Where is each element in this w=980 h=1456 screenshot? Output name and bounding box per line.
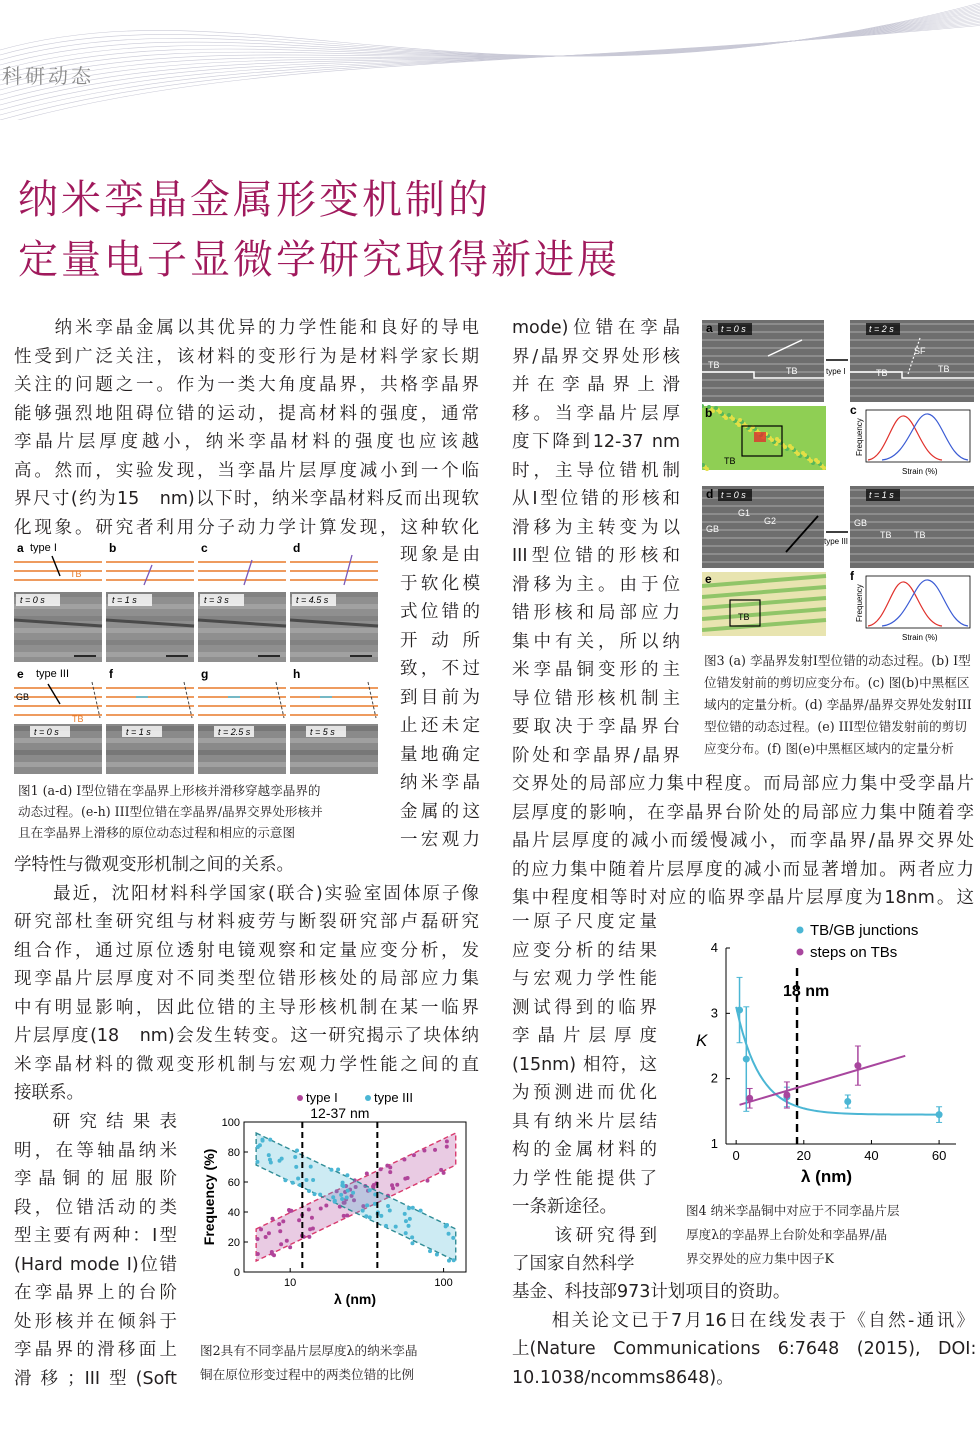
text-line: 导位错形核机制主 bbox=[512, 688, 680, 709]
fig2-point bbox=[428, 1249, 432, 1253]
text-line: 现象是由 bbox=[400, 545, 480, 565]
fig2-point bbox=[336, 1168, 340, 1172]
text-line: 力学性能提供了 bbox=[512, 1168, 657, 1189]
fig2-legend-0 bbox=[297, 1090, 338, 1105]
fig2-legend-1 bbox=[365, 1090, 413, 1105]
svg-text:t = 4.5 s: t = 4.5 s bbox=[296, 595, 329, 605]
fig2-point bbox=[451, 1236, 455, 1240]
fig2-point bbox=[278, 1229, 282, 1233]
fig1-panel-h bbox=[290, 667, 378, 774]
text-line: 的应力集中随着片层厚度的减小而显著增加。两者应力 bbox=[512, 859, 974, 880]
svg-text:20: 20 bbox=[796, 1148, 812, 1163]
fig2-point bbox=[304, 1178, 308, 1182]
svg-text:type III: type III bbox=[36, 668, 70, 680]
text-line: 学特性与微观变形机制之间的关系。 bbox=[14, 855, 294, 875]
fig2-point bbox=[407, 1224, 411, 1228]
text-line: 段，位错活动的类 bbox=[14, 1197, 177, 1218]
text-line: 性受到广泛关注，该材料的变形行为是材料学家长期 bbox=[14, 346, 479, 367]
fig2-point bbox=[256, 1252, 260, 1256]
fig2-point bbox=[259, 1227, 263, 1231]
svg-text:t = 0 s: t = 0 s bbox=[721, 490, 746, 500]
svg-text:a: a bbox=[706, 321, 713, 335]
text-line: 集中程度相等时对应的临界孪晶片层厚度为18nm。这 bbox=[512, 888, 974, 908]
fig2-point bbox=[310, 1216, 314, 1220]
fig2-point bbox=[447, 1259, 451, 1263]
text-line: 纳米孪晶 bbox=[400, 773, 480, 793]
svg-text:d: d bbox=[706, 487, 714, 501]
text-line: 界尺寸(约为15 nm)以下时，纳米孪晶材料反而出现软 bbox=[14, 489, 479, 509]
fig2-point bbox=[319, 1206, 323, 1210]
fig2-point bbox=[340, 1197, 344, 1201]
text-line: 于软化模 bbox=[400, 573, 480, 594]
text-line: (Hard mode I)位错 bbox=[14, 1254, 177, 1275]
svg-text:100: 100 bbox=[221, 1117, 240, 1129]
fig3-panel- bbox=[850, 320, 974, 402]
text-line: 一宏观力 bbox=[400, 830, 480, 850]
svg-text:type III: type III bbox=[824, 537, 849, 546]
fig2-point bbox=[410, 1241, 414, 1245]
fig1-panel-a bbox=[14, 541, 102, 662]
fig4-point bbox=[936, 1111, 943, 1118]
text-line: 度下降到12-37 nm bbox=[512, 432, 680, 452]
svg-text:40: 40 bbox=[864, 1148, 879, 1163]
svg-text:TB: TB bbox=[938, 364, 950, 374]
svg-text:c: c bbox=[850, 403, 857, 417]
caption-line: 动态过程。(e-h) III型位错在孪晶界/晶界交界处形核并 bbox=[18, 804, 323, 819]
fig2-point bbox=[422, 1148, 426, 1152]
text-line: 孪 晶 片 层 厚 度 bbox=[512, 1026, 657, 1046]
text-line: 金属的这 bbox=[400, 801, 480, 822]
text-line: 中有明显影响，因此位错的主导形核机制在某一临界 bbox=[14, 997, 479, 1018]
fig2-point bbox=[368, 1215, 372, 1219]
svg-text:t = 2.5 s: t = 2.5 s bbox=[218, 727, 251, 737]
svg-text:b: b bbox=[109, 541, 117, 555]
text-line: 型主要有两种：I型 bbox=[14, 1226, 177, 1246]
fig2-point bbox=[258, 1143, 262, 1147]
fig2-point bbox=[388, 1209, 392, 1213]
fig2-point bbox=[277, 1222, 281, 1226]
text-line: 该研究得到 bbox=[512, 1225, 657, 1246]
fig2-ylabel: Frequency (%) bbox=[201, 1148, 217, 1246]
fig2-point bbox=[368, 1188, 372, 1192]
header-wave-decoration bbox=[0, 0, 980, 120]
svg-text:2: 2 bbox=[710, 1070, 718, 1086]
fig3-panel-e bbox=[702, 572, 826, 636]
fig2-point bbox=[373, 1202, 377, 1206]
svg-text:Frequency: Frequency bbox=[855, 418, 864, 456]
fig2-point bbox=[268, 1138, 272, 1142]
text-line: 应变分析的结果 bbox=[512, 940, 657, 961]
text-line: 纳米孪晶金属以其优异的力学性能和良好的导电 bbox=[14, 318, 479, 338]
text-line: 10.1038/ncomms8648)。 bbox=[512, 1367, 734, 1388]
svg-text:d: d bbox=[293, 541, 301, 555]
fig2-point bbox=[394, 1225, 398, 1229]
fig2-point bbox=[285, 1239, 289, 1243]
text-line: 时，主导位错机制 bbox=[512, 460, 680, 481]
fig2-point bbox=[261, 1139, 265, 1143]
svg-text:TB: TB bbox=[876, 368, 888, 378]
text-line: 致，不过 bbox=[400, 659, 480, 679]
svg-text:h: h bbox=[293, 667, 301, 681]
svg-text:0: 0 bbox=[732, 1148, 740, 1163]
text-line: 止还未定 bbox=[400, 716, 480, 736]
fig2-point bbox=[307, 1208, 311, 1212]
text-line: 高。然而，实验发现，当孪晶片层厚度减小到一个临 bbox=[14, 460, 479, 481]
text-line: 孪晶片层厚度越小，纳米孪晶材料的强度也应该越 bbox=[14, 432, 479, 452]
text-line: 阶处和孪晶界/晶界 bbox=[512, 745, 680, 766]
fig1-panel-f bbox=[106, 667, 194, 774]
fig2-point bbox=[412, 1153, 416, 1157]
svg-text:TB: TB bbox=[738, 612, 750, 622]
text-line: 处形核并在倾斜于 bbox=[14, 1311, 177, 1332]
text-line: 一原子尺度定量 bbox=[512, 912, 657, 932]
svg-text:TB: TB bbox=[914, 530, 926, 540]
text-line: 开 动 所 bbox=[400, 630, 480, 651]
svg-text:t = 1 s: t = 1 s bbox=[112, 595, 137, 605]
svg-text:t = 0 s: t = 0 s bbox=[34, 727, 59, 737]
fig2-point bbox=[388, 1165, 392, 1169]
text-line: 接联系。 bbox=[14, 1083, 84, 1103]
svg-text:SF: SF bbox=[914, 346, 926, 356]
fig2-point bbox=[391, 1186, 395, 1190]
text-line: 测试得到的临界 bbox=[512, 997, 657, 1018]
caption-line: 图4 纳米孪晶铜中对应于不同孪晶片层 bbox=[686, 1203, 900, 1218]
svg-text:Frequency: Frequency bbox=[855, 584, 864, 622]
fig2-point bbox=[425, 1179, 429, 1183]
text-line: 研 究 结 果 表 bbox=[14, 1112, 177, 1132]
fig2-point bbox=[291, 1181, 295, 1185]
fig2-point bbox=[297, 1218, 301, 1222]
fig2-point bbox=[307, 1235, 311, 1239]
svg-text:a: a bbox=[17, 541, 24, 555]
fig4-point bbox=[854, 1062, 861, 1069]
fig2-point bbox=[329, 1168, 333, 1172]
fig2-point bbox=[403, 1212, 407, 1216]
fig2-point bbox=[388, 1170, 392, 1174]
svg-text:steps on TBs: steps on TBs bbox=[810, 944, 898, 961]
text-line: 现孪晶片层厚度对不同类型位错形核处的局部应力集 bbox=[14, 969, 479, 989]
svg-text:t = 2 s: t = 2 s bbox=[869, 324, 894, 334]
text-line: 式位错的 bbox=[400, 602, 480, 622]
fig4-fit-0 bbox=[736, 1007, 939, 1115]
fig2-annotation: 12-37 nm bbox=[310, 1105, 370, 1121]
fig2-point bbox=[365, 1171, 369, 1175]
fig2-point bbox=[283, 1178, 287, 1182]
fig2-point bbox=[267, 1153, 271, 1157]
text-line: 组合作，通过原位透射电镜观察和定量应变分析，发 bbox=[14, 940, 479, 961]
text-line: 上(Nature Communications 6:7648 (2015), DOI: bbox=[512, 1339, 977, 1359]
text-line: 最近，沈阳材料科学国家(联合)实验室固体原子像 bbox=[14, 883, 479, 904]
caption-line: 且在孪晶界上滑移的原位动态过程和相应的示意图 bbox=[18, 825, 296, 840]
fig2-point bbox=[404, 1231, 408, 1235]
fig2-point bbox=[333, 1200, 337, 1204]
fig4-legend-1 bbox=[797, 944, 898, 961]
caption-line: 图3 (a) 孪晶界发射I型位错的动态过程。(b) I型 bbox=[704, 653, 971, 668]
figure-1 bbox=[14, 540, 382, 776]
fig2-point bbox=[293, 1155, 297, 1159]
fig2-point bbox=[307, 1189, 311, 1193]
fig2-point bbox=[447, 1232, 451, 1236]
fig2-point bbox=[407, 1206, 411, 1210]
fig2-point bbox=[402, 1158, 406, 1162]
caption-line: 铜在原位形变过程中的两类位错的比例 bbox=[200, 1367, 415, 1382]
fig1-panel-d bbox=[290, 541, 378, 662]
fig1-panel-g bbox=[198, 667, 286, 774]
fig2-point bbox=[351, 1191, 355, 1195]
svg-text:t = 1 s: t = 1 s bbox=[869, 490, 894, 500]
fig2-point bbox=[386, 1204, 390, 1208]
text-line: 从I型位错的形核和 bbox=[512, 489, 680, 509]
text-line: 化现象。研究者利用分子动力学计算发现，这种软化 bbox=[14, 517, 479, 538]
article-title-line2: 定量电子显微学研究取得新进展 bbox=[18, 237, 620, 283]
svg-text:type I: type I bbox=[826, 367, 846, 376]
svg-text:10: 10 bbox=[284, 1277, 297, 1289]
caption-line: 位错发射前的剪切应变分布。(c) 图(b)中黑框区 bbox=[704, 675, 970, 690]
figure-3 bbox=[702, 318, 978, 644]
fig2-point bbox=[444, 1224, 448, 1228]
svg-text:t = 5 s: t = 5 s bbox=[310, 727, 335, 737]
text-line: (15nm) 相符，这 bbox=[512, 1054, 657, 1075]
text-line: 滑移；III型(Soft bbox=[14, 1368, 177, 1389]
text-line: 明，在等轴晶纳米 bbox=[14, 1140, 177, 1161]
text-line: 能够强烈地阻碍位错的运动，提高材料的强度，通常 bbox=[14, 403, 479, 424]
fig2-point bbox=[255, 1160, 259, 1164]
fig4-annotation: 18 nm bbox=[783, 983, 830, 1000]
fig2-point bbox=[408, 1217, 412, 1221]
fig2-point bbox=[365, 1203, 369, 1207]
svg-text:4: 4 bbox=[710, 940, 718, 955]
svg-text:GB: GB bbox=[706, 524, 720, 534]
text-line: 到目前为 bbox=[400, 687, 480, 708]
fig4-point bbox=[743, 1056, 750, 1063]
fig2-point bbox=[288, 1245, 292, 1249]
svg-text:type I: type I bbox=[306, 1090, 338, 1105]
fig1-panel-b bbox=[106, 541, 194, 662]
caption-line: 图1 (a-d) I型位错在孪晶界上形核并滑移穿越孪晶界的 bbox=[18, 783, 321, 798]
svg-text:GB: GB bbox=[16, 692, 30, 702]
fig1-top-row bbox=[14, 541, 378, 662]
fig2-point bbox=[318, 1193, 322, 1197]
fig3-panel-b bbox=[702, 404, 826, 471]
svg-text:t = 0 s: t = 0 s bbox=[20, 595, 45, 605]
text-line: 米孪晶材料的微观变形机制与宏观力学性能之间的直 bbox=[14, 1054, 479, 1075]
svg-text:e: e bbox=[705, 572, 712, 586]
caption-line: 界交界处的应力集中因子K bbox=[686, 1251, 834, 1266]
text-line: 在孪晶界上的台阶 bbox=[14, 1283, 177, 1303]
svg-text:TB: TB bbox=[72, 714, 84, 724]
section-label: 科研动态 bbox=[2, 64, 94, 88]
svg-text:60: 60 bbox=[931, 1148, 947, 1163]
svg-text:t = 0 s: t = 0 s bbox=[721, 324, 746, 334]
caption-line: 图2具有不同孪晶片层厚度λ的纳米孪晶 bbox=[200, 1343, 418, 1358]
fig2-point bbox=[345, 1195, 349, 1199]
fig3-panel- bbox=[850, 486, 974, 568]
fig2-point bbox=[452, 1258, 456, 1262]
fig2-point bbox=[345, 1173, 349, 1177]
fig1-panel-e bbox=[14, 667, 102, 774]
fig2-point bbox=[287, 1208, 291, 1212]
text-line: 研究部杜奎研究组与材料疲劳与断裂研究部卢磊研究 bbox=[14, 912, 479, 932]
svg-text:g: g bbox=[201, 667, 209, 681]
fig2-point bbox=[445, 1145, 449, 1149]
fig2-point bbox=[433, 1148, 437, 1152]
text-line: 相关论文已于7月16日在线发表于《自然-通讯》 bbox=[512, 1310, 974, 1331]
fig2-point bbox=[340, 1183, 344, 1187]
fig2-point bbox=[281, 1219, 285, 1223]
fig2-point bbox=[345, 1213, 349, 1217]
fig2-point bbox=[312, 1192, 316, 1196]
fig2-point bbox=[295, 1148, 299, 1152]
svg-text:type I: type I bbox=[30, 542, 57, 554]
fig2-point bbox=[270, 1217, 274, 1221]
figure-2-chart bbox=[196, 1086, 486, 1308]
svg-text:f: f bbox=[850, 569, 854, 583]
text-line: III型位错的形核和 bbox=[512, 546, 680, 566]
svg-text:Strain (%): Strain (%) bbox=[902, 467, 938, 476]
svg-text:c: c bbox=[201, 541, 208, 555]
text-line: mode)位错在孪晶 bbox=[512, 318, 680, 338]
fig1-bottom-row bbox=[14, 667, 378, 774]
fig2-point bbox=[439, 1168, 443, 1172]
svg-text:100: 100 bbox=[434, 1277, 453, 1289]
fig4-point bbox=[746, 1095, 753, 1102]
fig2-point bbox=[296, 1176, 300, 1180]
text-line: 滑移为主。由于位 bbox=[512, 574, 680, 595]
fig2-point bbox=[384, 1224, 388, 1228]
fig2-point bbox=[269, 1161, 273, 1165]
svg-text:TB: TB bbox=[786, 366, 798, 376]
fig2-point bbox=[411, 1206, 415, 1210]
text-line: 晶片层厚度的减小而缓慢减小，而孪晶界/晶界交界处 bbox=[512, 831, 974, 851]
svg-text:80: 80 bbox=[227, 1147, 240, 1159]
svg-text:t = 3 s: t = 3 s bbox=[204, 595, 229, 605]
fig4-legend-0 bbox=[797, 922, 919, 939]
fig2-point bbox=[379, 1214, 383, 1218]
fig2-point bbox=[410, 1235, 414, 1239]
fig2-point bbox=[445, 1139, 449, 1143]
svg-text:t = 1 s: t = 1 s bbox=[126, 727, 151, 737]
fig2-point bbox=[308, 1227, 312, 1231]
svg-text:0: 0 bbox=[233, 1267, 240, 1279]
fig2-point bbox=[435, 1252, 439, 1256]
fig2-point bbox=[395, 1183, 399, 1187]
fig2-point bbox=[342, 1214, 346, 1218]
fig2-point bbox=[361, 1209, 365, 1213]
text-line: 片层厚度(18 nm)会发生转变。这一研究揭示了块体纳 bbox=[14, 1026, 479, 1046]
fig3-panel-c bbox=[850, 403, 970, 476]
fig2-point bbox=[309, 1165, 313, 1169]
fig3-panel-f bbox=[850, 569, 970, 642]
svg-text:GB: GB bbox=[854, 518, 868, 528]
text-line: 移。当孪晶片层厚 bbox=[512, 403, 680, 424]
text-line: 了国家自然科学 bbox=[512, 1254, 635, 1274]
fig2-point bbox=[272, 1253, 276, 1257]
fig2-point bbox=[267, 1231, 271, 1235]
fig2-point bbox=[364, 1214, 368, 1218]
text-line: 孪 晶 铜 的 屈 服 阶 bbox=[14, 1169, 177, 1189]
caption-line: 应变分布。(f) 图(e)中黑框区域内的定量分析 bbox=[704, 741, 954, 756]
text-line: 并 在 孪 晶 界 上 滑 bbox=[512, 375, 680, 395]
text-line: 具有纳米片层结 bbox=[512, 1111, 657, 1132]
text-line: 层厚度的影响，在孪晶界台阶处的局部应力集中随着孪 bbox=[512, 802, 974, 823]
text-line: 米孪晶铜变形的主 bbox=[512, 660, 680, 680]
caption-line: 厚度λ的孪晶界上台阶处和孪晶界/晶 bbox=[686, 1227, 888, 1242]
fig3-panel-d bbox=[702, 486, 824, 568]
svg-text:e: e bbox=[17, 667, 24, 681]
svg-text:60: 60 bbox=[227, 1177, 240, 1189]
svg-text:20: 20 bbox=[227, 1237, 240, 1249]
figure-4-chart bbox=[686, 912, 976, 1196]
fig2-point bbox=[404, 1219, 408, 1223]
text-line: 为预测进而优化 bbox=[512, 1083, 657, 1103]
fig2-point bbox=[346, 1189, 350, 1193]
text-line: 交界处的局部应力集中程度。而局部应力集中受孪晶片 bbox=[512, 774, 974, 794]
svg-text:1: 1 bbox=[710, 1136, 718, 1151]
fig2-point bbox=[280, 1157, 284, 1161]
fig2-point bbox=[279, 1242, 283, 1246]
svg-text:TB: TB bbox=[70, 569, 82, 579]
text-line: 关注的问题之一。作为一类大角度晶界，共格孪晶界 bbox=[14, 375, 479, 395]
svg-text:TB: TB bbox=[880, 530, 892, 540]
svg-text:TB: TB bbox=[724, 456, 736, 466]
fig4-xlabel: λ (nm) bbox=[801, 1167, 852, 1186]
fig3-panel-a bbox=[702, 320, 824, 402]
fig2-point bbox=[324, 1203, 328, 1207]
svg-text:f: f bbox=[109, 667, 113, 681]
svg-text:40: 40 bbox=[227, 1207, 240, 1219]
text-line: 孪晶界的滑移面上 bbox=[14, 1340, 177, 1360]
text-line: 量地确定 bbox=[400, 744, 480, 765]
svg-text:b: b bbox=[705, 406, 713, 420]
text-line: 错形核和局部应力 bbox=[512, 603, 680, 623]
fig1-panel-c bbox=[198, 541, 286, 662]
text-line: 界/晶界交界处形核 bbox=[512, 346, 680, 367]
text-line: 与宏观力学性能 bbox=[512, 969, 657, 989]
fig2-point bbox=[403, 1177, 407, 1181]
text-line: 集中有关，所以纳 bbox=[512, 631, 680, 652]
fig4-ylabel: K bbox=[696, 1031, 708, 1050]
caption-line: 域内的定量分析。(d) 孪晶界/晶界交界处发射III bbox=[704, 697, 972, 712]
caption-line: 型位错的动态过程。(e) III型位错发射前的剪切 bbox=[704, 719, 967, 734]
text-line: 一条新途径。 bbox=[512, 1197, 617, 1217]
fig2-point bbox=[331, 1195, 335, 1199]
fig4-point bbox=[844, 1098, 851, 1105]
article-title-line1: 纳米孪晶金属形变机制的 bbox=[18, 177, 491, 223]
text-line: 滑移为主转变为以 bbox=[512, 517, 680, 538]
svg-text:TB: TB bbox=[708, 360, 720, 370]
svg-text:Strain (%): Strain (%) bbox=[902, 633, 938, 642]
fig4-point bbox=[783, 1092, 790, 1099]
text-line: 基金、科技部973计划项目的资助。 bbox=[512, 1282, 791, 1302]
text-line: 要取决于孪晶界台 bbox=[512, 717, 680, 737]
fig2-point bbox=[419, 1209, 423, 1213]
fig2-point bbox=[294, 1165, 298, 1169]
fig2-point bbox=[311, 1178, 315, 1182]
text-line: 构的金属材料的 bbox=[512, 1140, 657, 1160]
svg-text:TB/GB junctions: TB/GB junctions bbox=[810, 922, 919, 939]
svg-text:G2: G2 bbox=[764, 516, 777, 526]
fig2-point bbox=[264, 1235, 268, 1239]
fig2-xlabel: λ (nm) bbox=[334, 1291, 376, 1307]
fig2-point bbox=[256, 1237, 260, 1241]
fig2-point bbox=[339, 1193, 343, 1197]
svg-text:type III: type III bbox=[374, 1090, 414, 1105]
fig4-point bbox=[736, 1007, 743, 1014]
svg-text:3: 3 bbox=[710, 1005, 718, 1021]
svg-text:G1: G1 bbox=[738, 508, 751, 518]
fig2-point bbox=[379, 1167, 383, 1171]
